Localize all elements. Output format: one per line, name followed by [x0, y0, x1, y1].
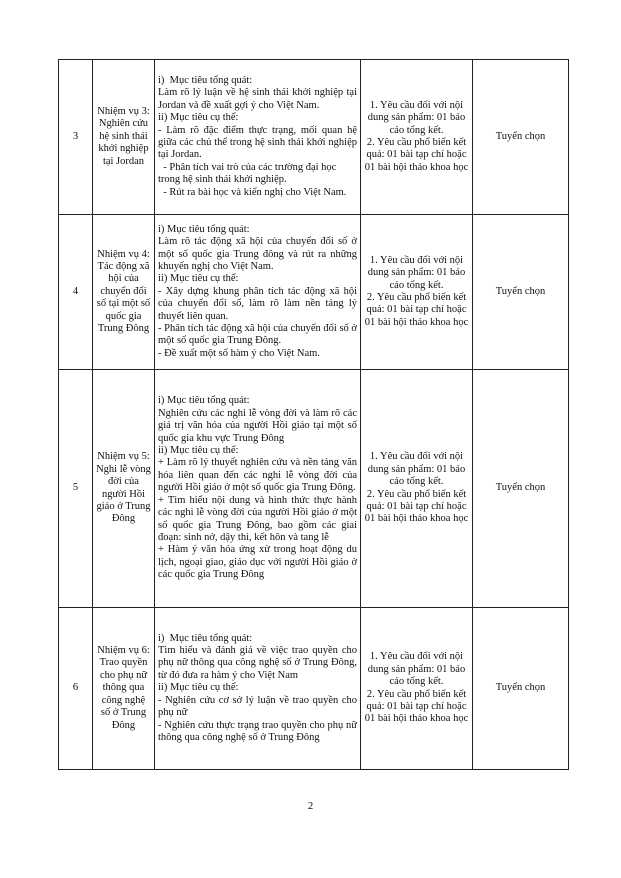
goal-line: ii) Mục tiêu cụ thể: [158, 682, 239, 694]
goal-line: i) Mục tiêu tổng quát: [158, 223, 250, 235]
task-name: Nhiệm vụ 4: Tác động xã hội của chuyển đổi số tại một số quốc gia Trung Đông [93, 215, 155, 370]
goal-line: ii) Mục tiêu cụ thể: [158, 273, 239, 285]
goal-line: - Đề xuất một số hàm ý cho Việt Nam. [158, 347, 320, 359]
goal-line: i) Mục tiêu tổng quát: [158, 74, 253, 86]
task-name: Nhiệm vụ 3: Nghiên cứu hệ sinh thái khởi nghiệp tại Jordan [93, 60, 155, 215]
task-method: Tuyển chọn [473, 60, 569, 215]
goal-line: + Làm rõ lý thuyết nghiên cứu và nền tảng văn hóa liên quan đến các nghi lễ vòng đời của người Hồi giáo ở một số quốc gia Trung Đông. [158, 457, 360, 494]
task-goals [155, 370, 361, 608]
task-goals [155, 215, 361, 370]
task-name: Nhiệm vụ 6: Trao quyền cho phụ nữ thông qua công nghệ số ở Trung Đông [93, 608, 155, 770]
task-method: Tuyển chọn [473, 608, 569, 770]
goal-line: ii) Mục tiêu cụ thể: [158, 445, 239, 457]
row-number: 3 [59, 60, 93, 215]
task-goals [155, 60, 361, 215]
goal-line: - Phân tích tác động xã hội của chuyển đổi số ở một số quốc gia Trung Đông. [158, 323, 360, 347]
goal-line: Tìm hiểu và đánh giá về việc trao quyền cho phụ nữ thông qua công nghệ số ở Trung Đông, từ đó đưa ra hàm ý cho Việt Nam [158, 645, 360, 681]
task-goals [155, 608, 361, 770]
task-method: Tuyển chọn [473, 370, 569, 608]
goal-line: + Hàm ý văn hóa ứng xử trong hoạt động du lịch, ngoại giao, giáo dục với người Hồi giáo ở các quốc gia Trung Đông [158, 544, 360, 581]
goal-line: Làm rõ tác động xã hội của chuyển đổi số ở một số quốc gia Trung đông và rút ra những khuyến nghị cho Việt Nam. [158, 236, 360, 272]
goal-line: - Làm rõ đặc điểm thực trạng, mối quan hệ giữa các chủ thể trong hệ sinh thái khởi nghiệp tại Jordan. [158, 124, 360, 161]
goal-line: - Xây dựng khung phân tích tác động xã hội của chuyển đổi số, làm rõ làm nền tảng lý thuyết liên quan. [158, 285, 360, 322]
task-result: 1. Yêu cầu đối với nội dung sản phẩm: 01 báo cáo tổng kết. 2. Yêu cầu phổ biến kết quả: 01 bài tạp chí hoặc 01 bài hội thảo khoa học [361, 608, 473, 770]
task-result: 1. Yêu cầu đối với nội dung sản phẩm: 01 báo cáo tổng kết. 2. Yêu cầu phổ biến kết quả: 01 bài tạp chí hoặc 01 bài hội thảo khoa học [361, 215, 473, 370]
page-number: 2 [307, 800, 314, 812]
table-row [59, 215, 569, 370]
goal-line: + Tìm hiểu nội dung và hình thức thực hành các nghi lễ vòng đời của người Hồi giáo ở một số quốc gia Trung Đông, bao gồm các giai đoạn: sinh nở, dậy thì, kết hôn và tang lễ [158, 494, 360, 543]
row-number: 6 [59, 608, 93, 770]
goal-line: - Rút ra bài học và kiến nghị cho Việt Nam. [158, 186, 347, 198]
goal-line: - Nghiên cứu cơ sở lý luận về trao quyền cho phụ nữ [158, 694, 360, 719]
row-number: 4 [59, 215, 93, 370]
goal-line: i) Mục tiêu tổng quát: [158, 632, 253, 644]
goal-line: Làm rõ lý luận về hệ sinh thái khởi nghiệp tại Jordan và đề xuất gợi ý cho Việt Nam. [158, 87, 360, 111]
goal-line: i) Mục tiêu tổng quát: [158, 395, 250, 407]
row-number: 5 [59, 370, 93, 608]
tasks-table [58, 59, 569, 770]
goal-line: - Nghiên cứu thực trạng trao quyền cho phụ nữ thông qua công nghệ số ở Trung Đông [158, 719, 360, 743]
task-method: Tuyển chọn [473, 215, 569, 370]
table-row [59, 608, 569, 770]
task-name: Nhiệm vụ 5: Nghi lễ vòng đời của người Hồi giáo ở Trung Đông [93, 370, 155, 608]
task-result: 1. Yêu cầu đối với nội dung sản phẩm: 01 báo cáo tổng kết. 2. Yêu cầu phổ biến kết quả: 01 bài tạp chí hoặc 01 bài hội thảo khoa học [361, 60, 473, 215]
table-row [59, 370, 569, 608]
table-row [59, 60, 569, 215]
goal-line: ii) Mục tiêu cụ thể: [158, 112, 239, 124]
task-result: 1. Yêu cầu đối với nội dung sản phẩm: 01 báo cáo tổng kết. 2. Yêu cầu phổ biến kết quả: 01 bài tạp chí hoặc 01 bài hội thảo khoa học [361, 370, 473, 608]
goal-line: Nghiên cứu các nghi lễ vòng đời và làm rõ các giá trị văn hóa của người Hồi giáo tại một số quốc gia khu vực Trung Đông [158, 407, 360, 444]
goal-line: - Phân tích vai trò của các trường đại học trong hệ sinh thái khởi nghiệp. [158, 161, 339, 186]
